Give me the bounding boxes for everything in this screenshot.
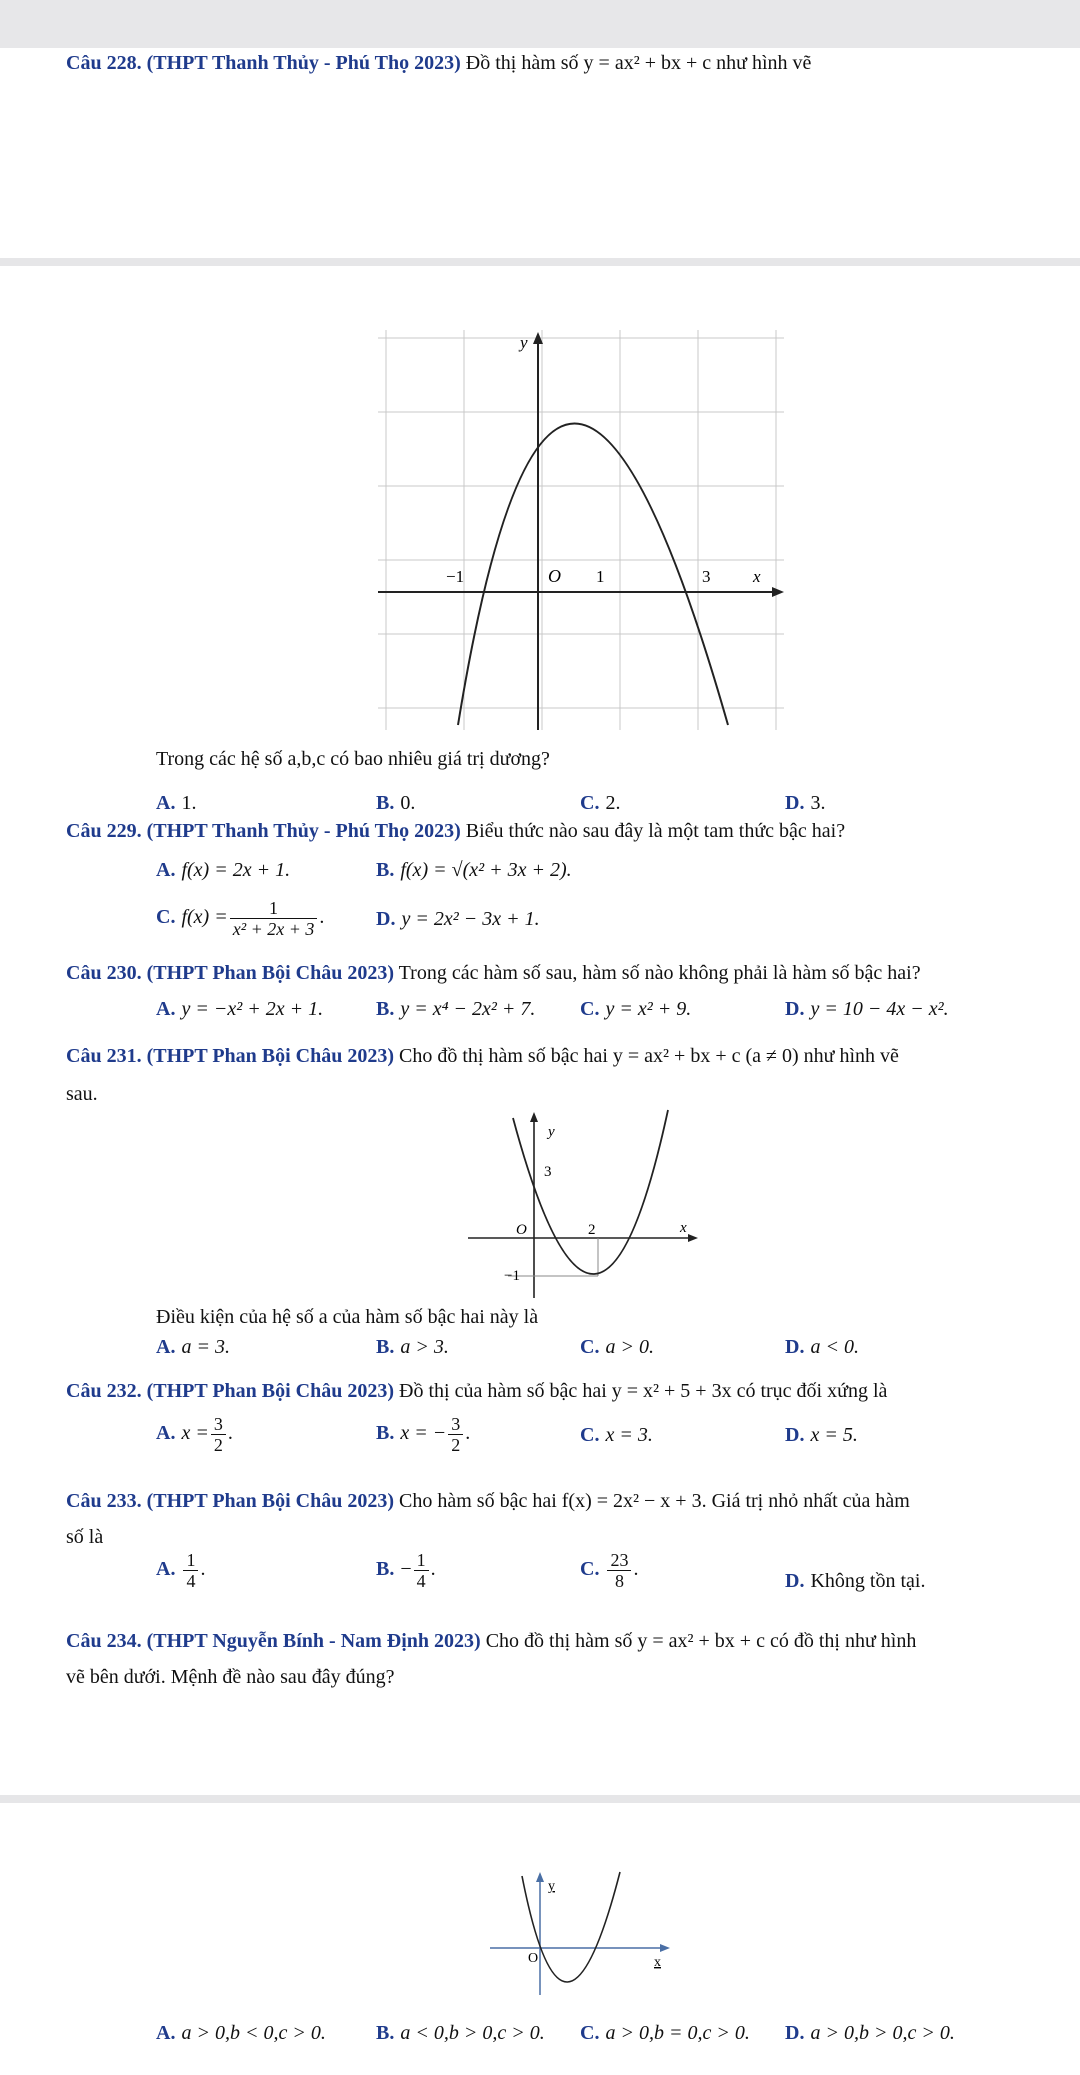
q228-option-c[interactable]: C. 2. xyxy=(580,792,621,814)
q233-option-a[interactable]: A. $\frac{1}{4}$ . xyxy=(156,1550,206,1591)
q234-option-c[interactable]: C. a > 0,b = 0,c > 0. xyxy=(580,2022,750,2044)
top-bar xyxy=(0,0,1080,48)
svg-text:y: y xyxy=(548,1124,555,1140)
x-axis-arrow-icon xyxy=(772,587,784,597)
q230-title: Câu 230. (THPT Phan Bội Châu 2023) Trong các hàm số sau, hàm số nào không phải là hàm số bậc hai? xyxy=(66,962,921,984)
parabola xyxy=(458,424,728,726)
origin-label: O xyxy=(548,566,561,586)
q232-option-d[interactable]: D. x = 5. xyxy=(785,1424,858,1446)
q233-option-c[interactable]: C. $\frac{23}{8}$ . xyxy=(580,1550,639,1591)
q228-text: Đồ thị hàm số y = ax² + bx + c như hình vẽ xyxy=(465,52,812,74)
q231-option-d[interactable]: D. a < 0. xyxy=(785,1336,859,1358)
q234-text-cont: vẽ bên dưới. Mệnh đề nào sau đây đúng? xyxy=(66,1666,395,1688)
q231-option-b[interactable]: B. a > 3. xyxy=(376,1336,449,1358)
fraction: $\frac{1}{\text{x² + 2x + 3}}$ xyxy=(230,898,318,939)
q232-option-a[interactable]: A. x = $\frac{3}{2}$ . xyxy=(156,1414,233,1455)
q231-prompt: Điều kiện của hệ số a của hàm số bậc hai này là xyxy=(156,1306,539,1328)
x-axis-arrow-icon xyxy=(660,1944,670,1952)
q232-option-b[interactable]: B. x = − $\frac{3}{2}$ . xyxy=(376,1414,471,1455)
page-gap xyxy=(0,258,1080,266)
x-label: x xyxy=(753,567,761,586)
svg-text:O: O xyxy=(516,1222,527,1238)
q230-option-d[interactable]: D. y = 10 − 4x − x². xyxy=(785,998,949,1020)
y-label: y xyxy=(520,333,528,352)
q230-option-b[interactable]: B. y = x⁴ − 2x² + 7. xyxy=(376,998,536,1020)
svg-text:O: O xyxy=(528,1951,539,1966)
q229-option-d[interactable]: D. y = 2x² − 3x + 1. xyxy=(376,908,540,930)
q229-option-c[interactable]: C. f(x) = $\frac{1}{\text{x² + 2x + 3}}$ . xyxy=(156,898,325,939)
q228-option-b[interactable]: B. 0. xyxy=(376,792,416,814)
q228-title xyxy=(66,50,811,76)
q234-option-b[interactable]: B. a < 0,b > 0,c > 0. xyxy=(376,2022,545,2044)
svg-text:y: y xyxy=(548,1879,555,1894)
q233-title: Câu 233. (THPT Phan Bội Châu 2023) Cho hàm số bậc hai f(x) = 2x² − x + 3. Giá trị nhỏ nhất của hàm xyxy=(66,1490,910,1512)
svg-text:−1: −1 xyxy=(504,1268,520,1284)
q233-option-d[interactable]: D. Không tồn tại. xyxy=(785,1570,926,1592)
y-axis-arrow-icon xyxy=(536,1872,544,1882)
q231-title: Câu 231. (THPT Phan Bội Châu 2023) Cho đồ thị hàm số bậc hai y = ax² + bx + c (a ≠ 0) như hình vẽ xyxy=(66,1045,899,1067)
tick-minus-1: −1 xyxy=(446,567,465,586)
q234-graph xyxy=(490,1870,670,2000)
q234-option-d[interactable]: D. a > 0,b > 0,c > 0. xyxy=(785,2022,955,2044)
q230-option-c[interactable]: C. y = x² + 9. xyxy=(580,998,692,1020)
q229-title: Câu 229. (THPT Thanh Thủy - Phú Thọ 2023) Biểu thức nào sau đây là một tam thức bậc hai? xyxy=(66,820,846,842)
q228-option-a[interactable]: A. 1. xyxy=(156,792,197,814)
svg-text:2: 2 xyxy=(588,1222,596,1238)
svg-text:x: x xyxy=(654,1955,661,1970)
q231-graph xyxy=(468,1108,708,1298)
q233-option-b[interactable]: B. − $\frac{1}{4}$ . xyxy=(376,1550,436,1591)
x-axis-arrow-icon xyxy=(688,1234,698,1242)
svg-text:3: 3 xyxy=(544,1164,552,1180)
grid xyxy=(378,330,784,730)
tick-1: 1 xyxy=(596,567,605,586)
q231-option-a[interactable]: A. a = 3. xyxy=(156,1336,230,1358)
y-axis-arrow-icon xyxy=(530,1112,538,1122)
parabola xyxy=(513,1110,668,1274)
q232-title: Câu 232. (THPT Phan Bội Châu 2023) Đồ thị của hàm số bậc hai y = x² + 5 + 3x có trục đối xứng là xyxy=(66,1380,888,1402)
q228-head: Câu 228. (THPT Thanh Thủy - Phú Thọ 2023) xyxy=(66,52,461,74)
q229-option-a[interactable]: A. f(x) = 2x + 1. xyxy=(156,859,291,881)
q234-option-a[interactable]: A. a > 0,b < 0,c > 0. xyxy=(156,2022,326,2044)
q234-title: Câu 234. (THPT Nguyễn Bính - Nam Định 2023) Cho đồ thị hàm số y = ax² + bx + c có đồ thị như hình xyxy=(66,1630,917,1652)
q228-graph xyxy=(378,330,784,730)
q229-option-b[interactable]: B. f(x) = √(x² + 3x + 2). xyxy=(376,859,572,881)
q230-option-a[interactable]: A. y = −x² + 2x + 1. xyxy=(156,998,324,1020)
page-gap xyxy=(0,1795,1080,1803)
svg-text:x: x xyxy=(680,1220,687,1236)
q228-option-d[interactable]: D. 3. xyxy=(785,792,826,814)
tick-3: 3 xyxy=(702,567,711,586)
q231-text-cont: sau. xyxy=(66,1083,98,1105)
q233-text-cont: số là xyxy=(66,1526,104,1548)
q231-option-c[interactable]: C. a > 0. xyxy=(580,1336,654,1358)
q228-prompt: Trong các hệ số a,b,c có bao nhiêu giá trị dương? xyxy=(156,748,550,770)
q232-option-c[interactable]: C. x = 3. xyxy=(580,1424,653,1446)
